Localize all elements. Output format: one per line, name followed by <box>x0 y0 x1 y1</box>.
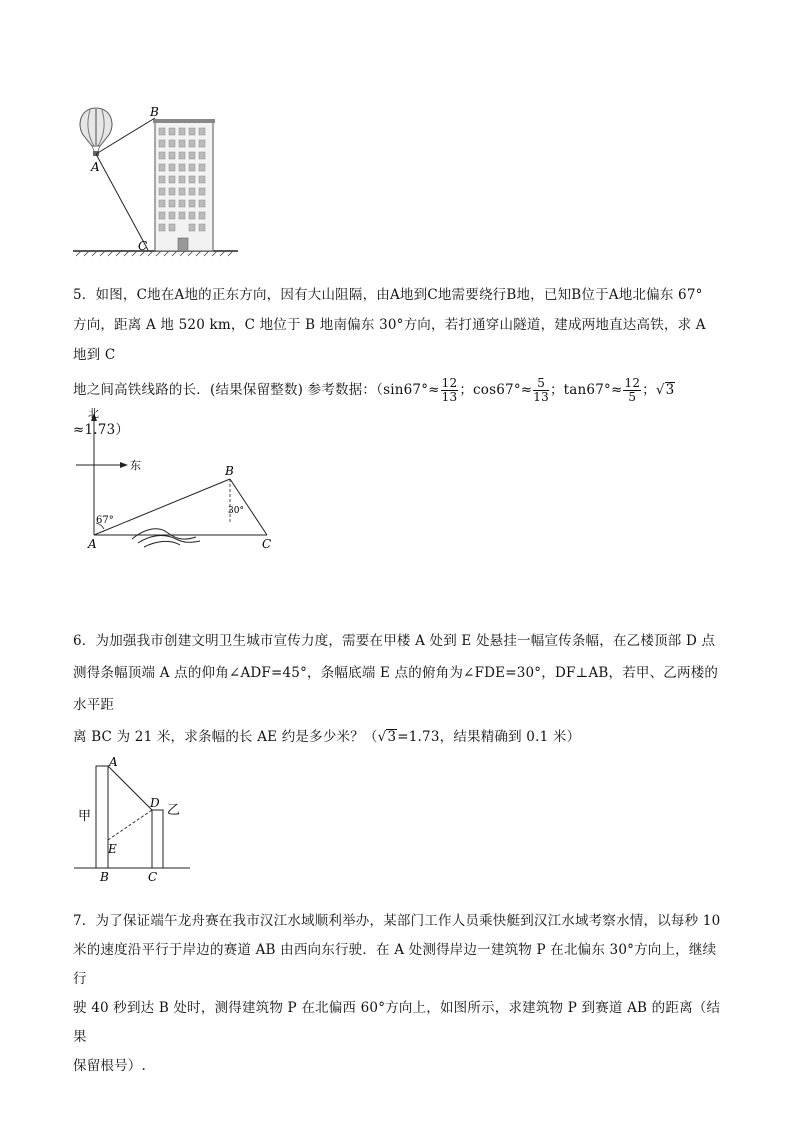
label-b: B <box>100 870 109 884</box>
q7-line-4: 保留根号）. <box>73 1058 146 1074</box>
sqrt-3: 3 <box>387 729 397 745</box>
q7-line-3: 驶 40 秒到达 B 处时，测得建筑物 P 在北偏西 60°方向上，如图所示，求建筑物 P 到赛道 AB 的距离（结果 <box>73 1000 721 1045</box>
balloon-building-figure <box>68 100 248 260</box>
two-buildings-figure <box>72 750 202 885</box>
direction-triangle-figure <box>72 405 292 560</box>
q5-line-1: 5．如图，C地在A地的正东方向，因有大山阻隔，由A地到C地需要绕行B地，已知B位于A地北偏东 67° <box>73 287 703 303</box>
sqrt-3: 3 <box>665 382 675 398</box>
label-b: B <box>225 464 234 478</box>
label-c: C <box>138 239 148 253</box>
q7-line-2: 米的速度沿平行于岸边的赛道 AB 由西向东行驶．在 A 处测得岸边一建筑物 P 在北偏东 30°方向上，继续行 <box>73 942 717 987</box>
north-label: 北 <box>88 407 99 420</box>
label-yi: 乙 <box>167 803 181 818</box>
label-e: E <box>108 842 117 856</box>
angle-67: 67° <box>96 515 114 526</box>
question-6 <box>73 625 723 753</box>
q7-line-1: 7．为了保证端午龙舟赛在我市汉江水域顺利举办，某部门工作人员乘快艇到汉江水域考察水情，以每秒 10 <box>73 913 721 929</box>
label-d: D <box>150 796 160 810</box>
label-c: C <box>262 537 272 551</box>
label-a: A <box>91 160 100 174</box>
q6-line-1: 6．为加强我市创建文明卫生城市宣传力度，需要在甲楼 A 处到 E 处悬挂一幅宣传条幅，在乙楼顶部 D 点 <box>73 633 716 649</box>
east-label: 东 <box>130 459 141 472</box>
label-a: A <box>88 537 97 551</box>
q6-line-2: 测得条幅顶端 A 点的仰角∠ADF=45°，条幅底端 E 点的俯角为∠FDE=30°，DF⊥AB，若甲、乙两楼的水平距 <box>73 665 719 713</box>
q6-line-3: 离 BC 为 21 米，求条幅的长 AE 约是多少米？（√3=1.73，结果精确到 0.1 米） <box>73 729 581 745</box>
q5-line-2: 方向，距离 A 地 520 km，C 地位于 B 地南偏东 30°方向，若打通穿山隧道，建成两地直达高铁，求 A 地到 C <box>73 317 706 363</box>
label-a: A <box>109 755 118 769</box>
tan-fraction: $\frac{12}{5}$ <box>624 376 641 404</box>
question-7 <box>73 907 723 1081</box>
label-c: C <box>148 870 158 884</box>
label-jia: 甲 <box>78 809 92 824</box>
q5-line-3: 地之间高铁线路的长．(结果保留整数) 参考数据：（sin67°≈ $\frac{12}{13}$ ；cos67°≈ $\frac{5}{13}$ ；tan67°≈ $\frac{12}{5}$ ；√3≈1.73） <box>73 376 675 438</box>
label-b: B <box>150 105 159 119</box>
angle-30: 30° <box>228 506 244 516</box>
sin-fraction: $\frac{12}{13}$ <box>441 376 458 404</box>
cos-fraction: $\frac{5}{13}$ <box>533 376 549 404</box>
